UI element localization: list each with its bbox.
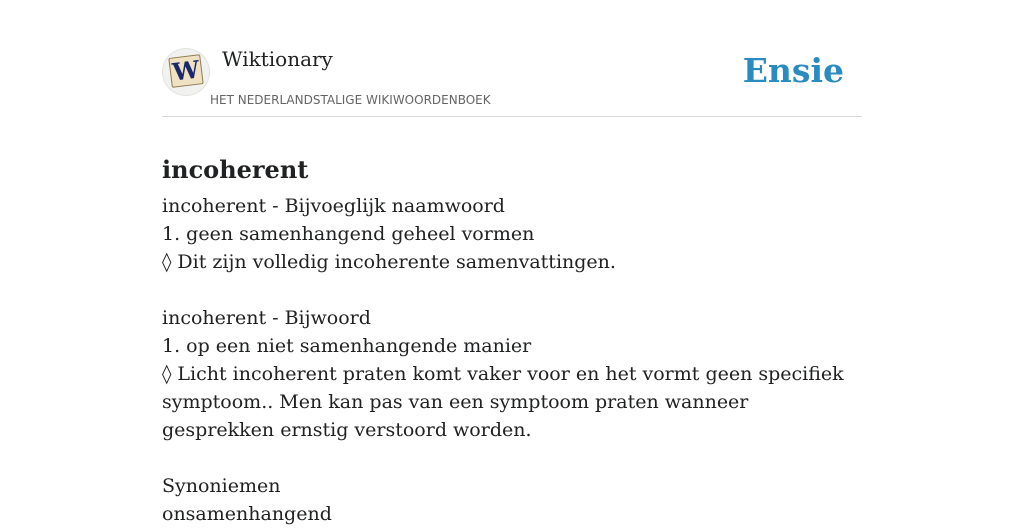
section-spacer	[162, 444, 862, 472]
adverb-section	[162, 304, 862, 444]
synonyms-heading: Synoniemen	[162, 475, 281, 497]
wiktionary-logo[interactable]	[162, 48, 210, 96]
section-spacer	[162, 276, 862, 304]
logo-letter-tile: W	[168, 54, 203, 88]
synonym-item[interactable]: onsamenhangend	[162, 503, 332, 525]
synonyms-section	[162, 472, 862, 528]
example-sentence: ◊ Licht incoherent praten komt vaker voor en het vormt geen specifiek symptoom.. Men kan pas van een symptoom praten wanneer gesprekken ernstig verstoord worden.	[162, 363, 844, 441]
site-header	[162, 44, 862, 117]
adjective-section	[162, 192, 862, 276]
site-title[interactable]: Wiktionary	[222, 47, 333, 71]
page-title: incoherent	[162, 155, 309, 185]
definition: 1. op een niet samenhangende manier	[162, 335, 532, 357]
section-heading: incoherent - Bijwoord	[162, 307, 371, 329]
site-subtitle: HET NEDERLANDSTALIGE WIKIWOORDENBOEK	[210, 93, 491, 107]
brand-logo[interactable]: Ensie	[742, 51, 844, 90]
example-sentence: ◊ Dit zijn volledig incoherente samenvattingen.	[162, 251, 616, 273]
section-heading: incoherent - Bijvoeglijk naamwoord	[162, 195, 505, 217]
entry-content	[162, 192, 862, 528]
definition: 1. geen samenhangend geheel vormen	[162, 223, 535, 245]
